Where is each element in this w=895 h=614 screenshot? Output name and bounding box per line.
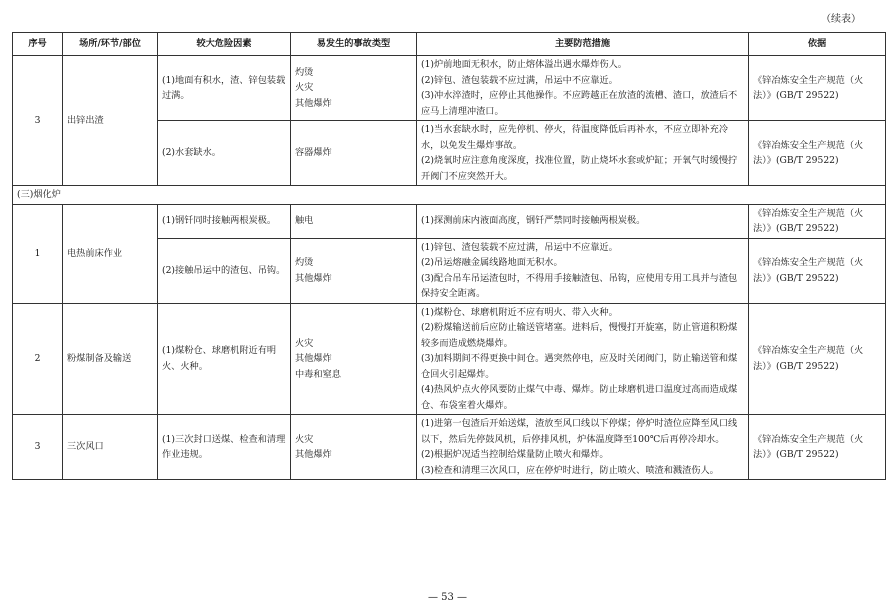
accident-type: 其他爆炸 — [295, 353, 332, 364]
measure-item: (1)当水套缺水时，应先停机、停火，待温度降低后再补水，不应立即补充冷水，以免发生爆炸事故。 — [421, 124, 729, 151]
row-measures — [417, 204, 749, 238]
header-site: 场所/环节/部位 — [63, 33, 158, 56]
measure-item: (2)锌包、渣包装载不应过满，吊运中不应靠近。 — [421, 74, 618, 86]
accident-type: 容器爆炸 — [295, 147, 332, 159]
row-site: 出锌出渣 — [63, 56, 158, 186]
row-hazard: (1)三次封口送煤、检查和清理作业违规。 — [158, 415, 291, 480]
accident-type: 其他爆炸 — [295, 272, 332, 284]
measure-item: (3)配合吊车吊运渣包时，不得用手接触渣包、吊钩，应使用专用工具并与渣包保持安全距离。 — [421, 272, 738, 299]
row-measures — [417, 238, 749, 303]
row-basis: 《锌冶炼安全生产规范（火法）》(GB/T 29522) — [749, 238, 886, 303]
accident-type: 触电 — [295, 215, 314, 227]
row-basis: 《锌冶炼安全生产规范（火法）》(GB/T 29522) — [749, 303, 886, 415]
accident-type: 火灾 — [295, 337, 314, 349]
measure-item: (1)探测前床内液面高度，钢钎严禁同时接触两根炭极。 — [421, 215, 646, 227]
row-no: 3 — [13, 415, 63, 480]
row-accident — [291, 204, 417, 238]
section-title: (三)烟化炉 — [13, 186, 886, 205]
table-row — [13, 415, 886, 480]
row-site: 三次风口 — [63, 415, 158, 480]
measure-item: (2)吊运熔融金属线路地面无积水。 — [421, 257, 563, 268]
measure-item: (2)粉煤输送前后应防止输送管堵塞。进料后，慢慢打开旋塞，防止管道积粉煤较多而造成燃烧爆炸。 — [421, 322, 738, 349]
row-no: 3 — [13, 56, 63, 186]
header-accident: 易发生的事故类型 — [291, 33, 417, 56]
accident-type: 中毒和窒息 — [295, 368, 341, 380]
row-hazard: (1)地面有积水，渣、锌包装载过满。 — [158, 56, 291, 121]
table-row — [13, 204, 886, 238]
header-no: 序号 — [13, 33, 63, 56]
row-hazard: (2)接触吊运中的渣包、吊钩。 — [158, 238, 291, 303]
row-measures — [417, 415, 749, 480]
row-site: 粉煤制备及输送 — [63, 303, 158, 415]
row-measures — [417, 56, 749, 121]
row-basis: 《锌冶炼安全生产规范（火法）》(GB/T 29522) — [749, 204, 886, 238]
row-site: 电热前床作业 — [63, 204, 158, 303]
measure-item: (1)炉前地面无积水，防止熔体溢出遇水爆炸伤人。 — [421, 59, 627, 70]
row-accident — [291, 415, 417, 480]
row-measures — [417, 303, 749, 415]
row-hazard: (2)水套缺水。 — [158, 121, 291, 186]
accident-type: 灼烫 — [295, 66, 314, 78]
row-hazard: (1)煤粉仓、球磨机附近有明火、火种。 — [158, 303, 291, 415]
measure-item: (1)进第一包渣后开始送煤，渣放至风口线以下停煤；停炉时渣位应降至风口线以下，然后先停鼓风机，后停排风机，炉体温度降至100℃后再停冷却水。 — [421, 418, 738, 445]
accident-type: 灼烫 — [295, 257, 314, 268]
measure-item: (3)冲水淬渣时，应停止其他操作。不应跨越正在放渣的流槽、渣口，放渣后不应马上清理冲渣口。 — [421, 90, 738, 117]
measure-item: (1)锌包、渣包装载不应过满，吊运中不应靠近。 — [421, 241, 618, 253]
header-basis: 依据 — [749, 33, 886, 56]
row-basis: 《锌冶炼安全生产规范（火法）》(GB/T 29522) — [749, 121, 886, 186]
table-row — [13, 56, 886, 121]
accident-type: 其他爆炸 — [295, 449, 332, 460]
measure-item: (3)加料期间不得更换中间仓。遇突然停电，应及时关闭阀门，防止输送管和煤仓回火引起爆炸。 — [421, 353, 738, 380]
row-accident — [291, 121, 417, 186]
measure-item: (2)烧氧时应注意角度深度，找准位置，防止烧坏水套或炉缸；开氧气时缓慢拧开阀门不应突然开大。 — [421, 155, 738, 182]
header-measures: 主要防范措施 — [417, 33, 749, 56]
measure-item: (1)煤粉仓、球磨机附近不应有明火、带入火种。 — [421, 306, 618, 318]
row-accident — [291, 238, 417, 303]
measure-item: (4)热风炉点火停风要防止煤气中毒、爆炸。防止球磨机进口温度过高而造成煤仓、布袋室着火爆炸。 — [421, 384, 738, 411]
header-hazard: 较大危险因素 — [158, 33, 291, 56]
row-no: 2 — [13, 303, 63, 415]
continued-label: （续表） — [821, 14, 861, 25]
hazard-table — [12, 32, 886, 480]
row-no: 1 — [13, 204, 63, 303]
page-number: — 53 — — [427, 592, 468, 603]
measure-item: (3)检查和清理三次风口，应在停炉时进行，防止喷火、喷渣和溅渣伤人。 — [421, 464, 719, 476]
accident-type: 其他爆炸 — [295, 97, 332, 109]
row-basis: 《锌冶炼安全生产规范（火法）》(GB/T 29522) — [749, 415, 886, 480]
row-accident — [291, 303, 417, 415]
section-row — [13, 186, 886, 205]
row-hazard: (1)钢钎同时接触两根炭极。 — [158, 204, 291, 238]
row-measures — [417, 121, 749, 186]
accident-type: 火灾 — [295, 82, 314, 94]
table-row — [13, 303, 886, 415]
table-header-row — [13, 33, 886, 56]
row-basis: 《锌冶炼安全生产规范（火法）》(GB/T 29522) — [749, 56, 886, 121]
accident-type: 火灾 — [295, 433, 314, 445]
row-accident — [291, 56, 417, 121]
measure-item: (2)根据炉况适当控制给煤量防止喷火和爆炸。 — [421, 449, 609, 460]
